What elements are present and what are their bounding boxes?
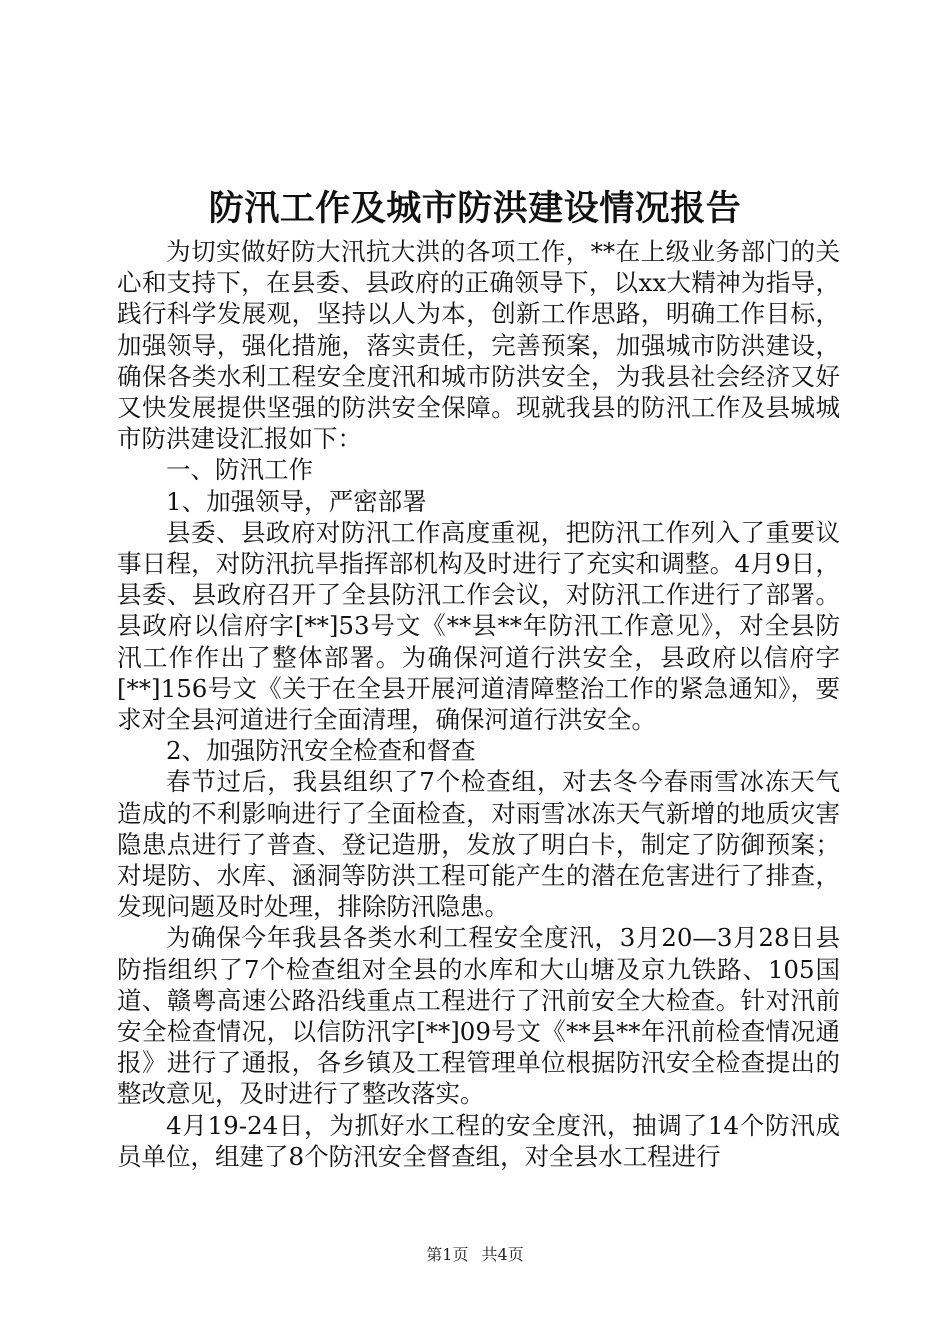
paragraph-leadership: 县委、县政府对防汛工作高度重视，把防汛工作列入了重要议事日程，对防汛抗旱指挥部机构及时进行了充实和调整。4月9日，县委、县政府召开了全县防汛工作会议，对防汛工作进行了部署。县政府以信府字[**]53号文《**县**年防汛工作意见》，对全县防汛工作作出了整体部署。为确保河道行洪安全，县政府以信府字[**]156号文《关于在全县开展河道清障整治工作的紧急通知》，要求对全县河道进行全面清理，确保河道行洪安全。: [117, 517, 840, 735]
document-title: 防汛工作及城市防洪建设情况报告: [208, 189, 742, 229]
paragraph-inspection-april: 4月19-24日，为抓好水工程的安全度汛，抽调了14个防汛成员单位，组建了8个防汛安全督查组，对全县水工程进行: [117, 1110, 840, 1171]
paragraph-intro: 为切实做好防大汛抗大洪的各项工作，**在上级业务部门的关心和支持下，在县委、县政府的正确领导下，以xx大精神为指导，践行科学发展观，坚持以人为本，创新工作思路，明确工作目标，加强领导，强化措施，落实责任，完善预案，加强城市防洪建设，确保各类水利工程安全度汛和城市防洪安全，为我县社会经济又好又快发展提供坚强的防洪安全保障。现就我县的防汛工作及县城城市防洪建设汇报如下：: [117, 237, 840, 454]
page-footer: [0, 1244, 950, 1266]
page-total: 共4页: [481, 1245, 524, 1264]
document-body: [117, 236, 840, 1172]
paragraph-inspection-march: 为确保今年我县各类水利工程安全度汛，3月20—3月28日县防指组织了7个检查组对全县的水库和大山塘及京九铁路、105国道、赣粤高速公路沿线重点工程进行了汛前安全大检查。针对汛前安全检查情况，以信防汛字[**]09号文《**县**年汛前检查情况通报》进行了通报，各乡镇及工程管理单位根据防汛安全检查提出的整改意见，及时进行了整改落实。: [117, 923, 840, 1109]
page-number: 第1页: [426, 1245, 469, 1264]
section-heading-flood-work: 一、防汛工作: [166, 455, 313, 485]
subsection-heading-inspection: 2、加强防汛安全检查和督查: [166, 736, 476, 766]
subsection-heading-leadership: 1、加强领导，严密部署: [166, 486, 427, 516]
paragraph-inspection-spring: 春节过后，我县组织了7个检查组，对去冬今春雨雪冰冻天气造成的不利影响进行了全面检查，对雨雪冰冻天气新增的地质灾害隐患点进行了普查、登记造册，发放了明白卡，制定了防御预案；对堤防、水库、涵洞等防洪工程可能产生的潜在危害进行了排查，发现问题及时处理，排除防汛隐患。: [117, 767, 840, 922]
